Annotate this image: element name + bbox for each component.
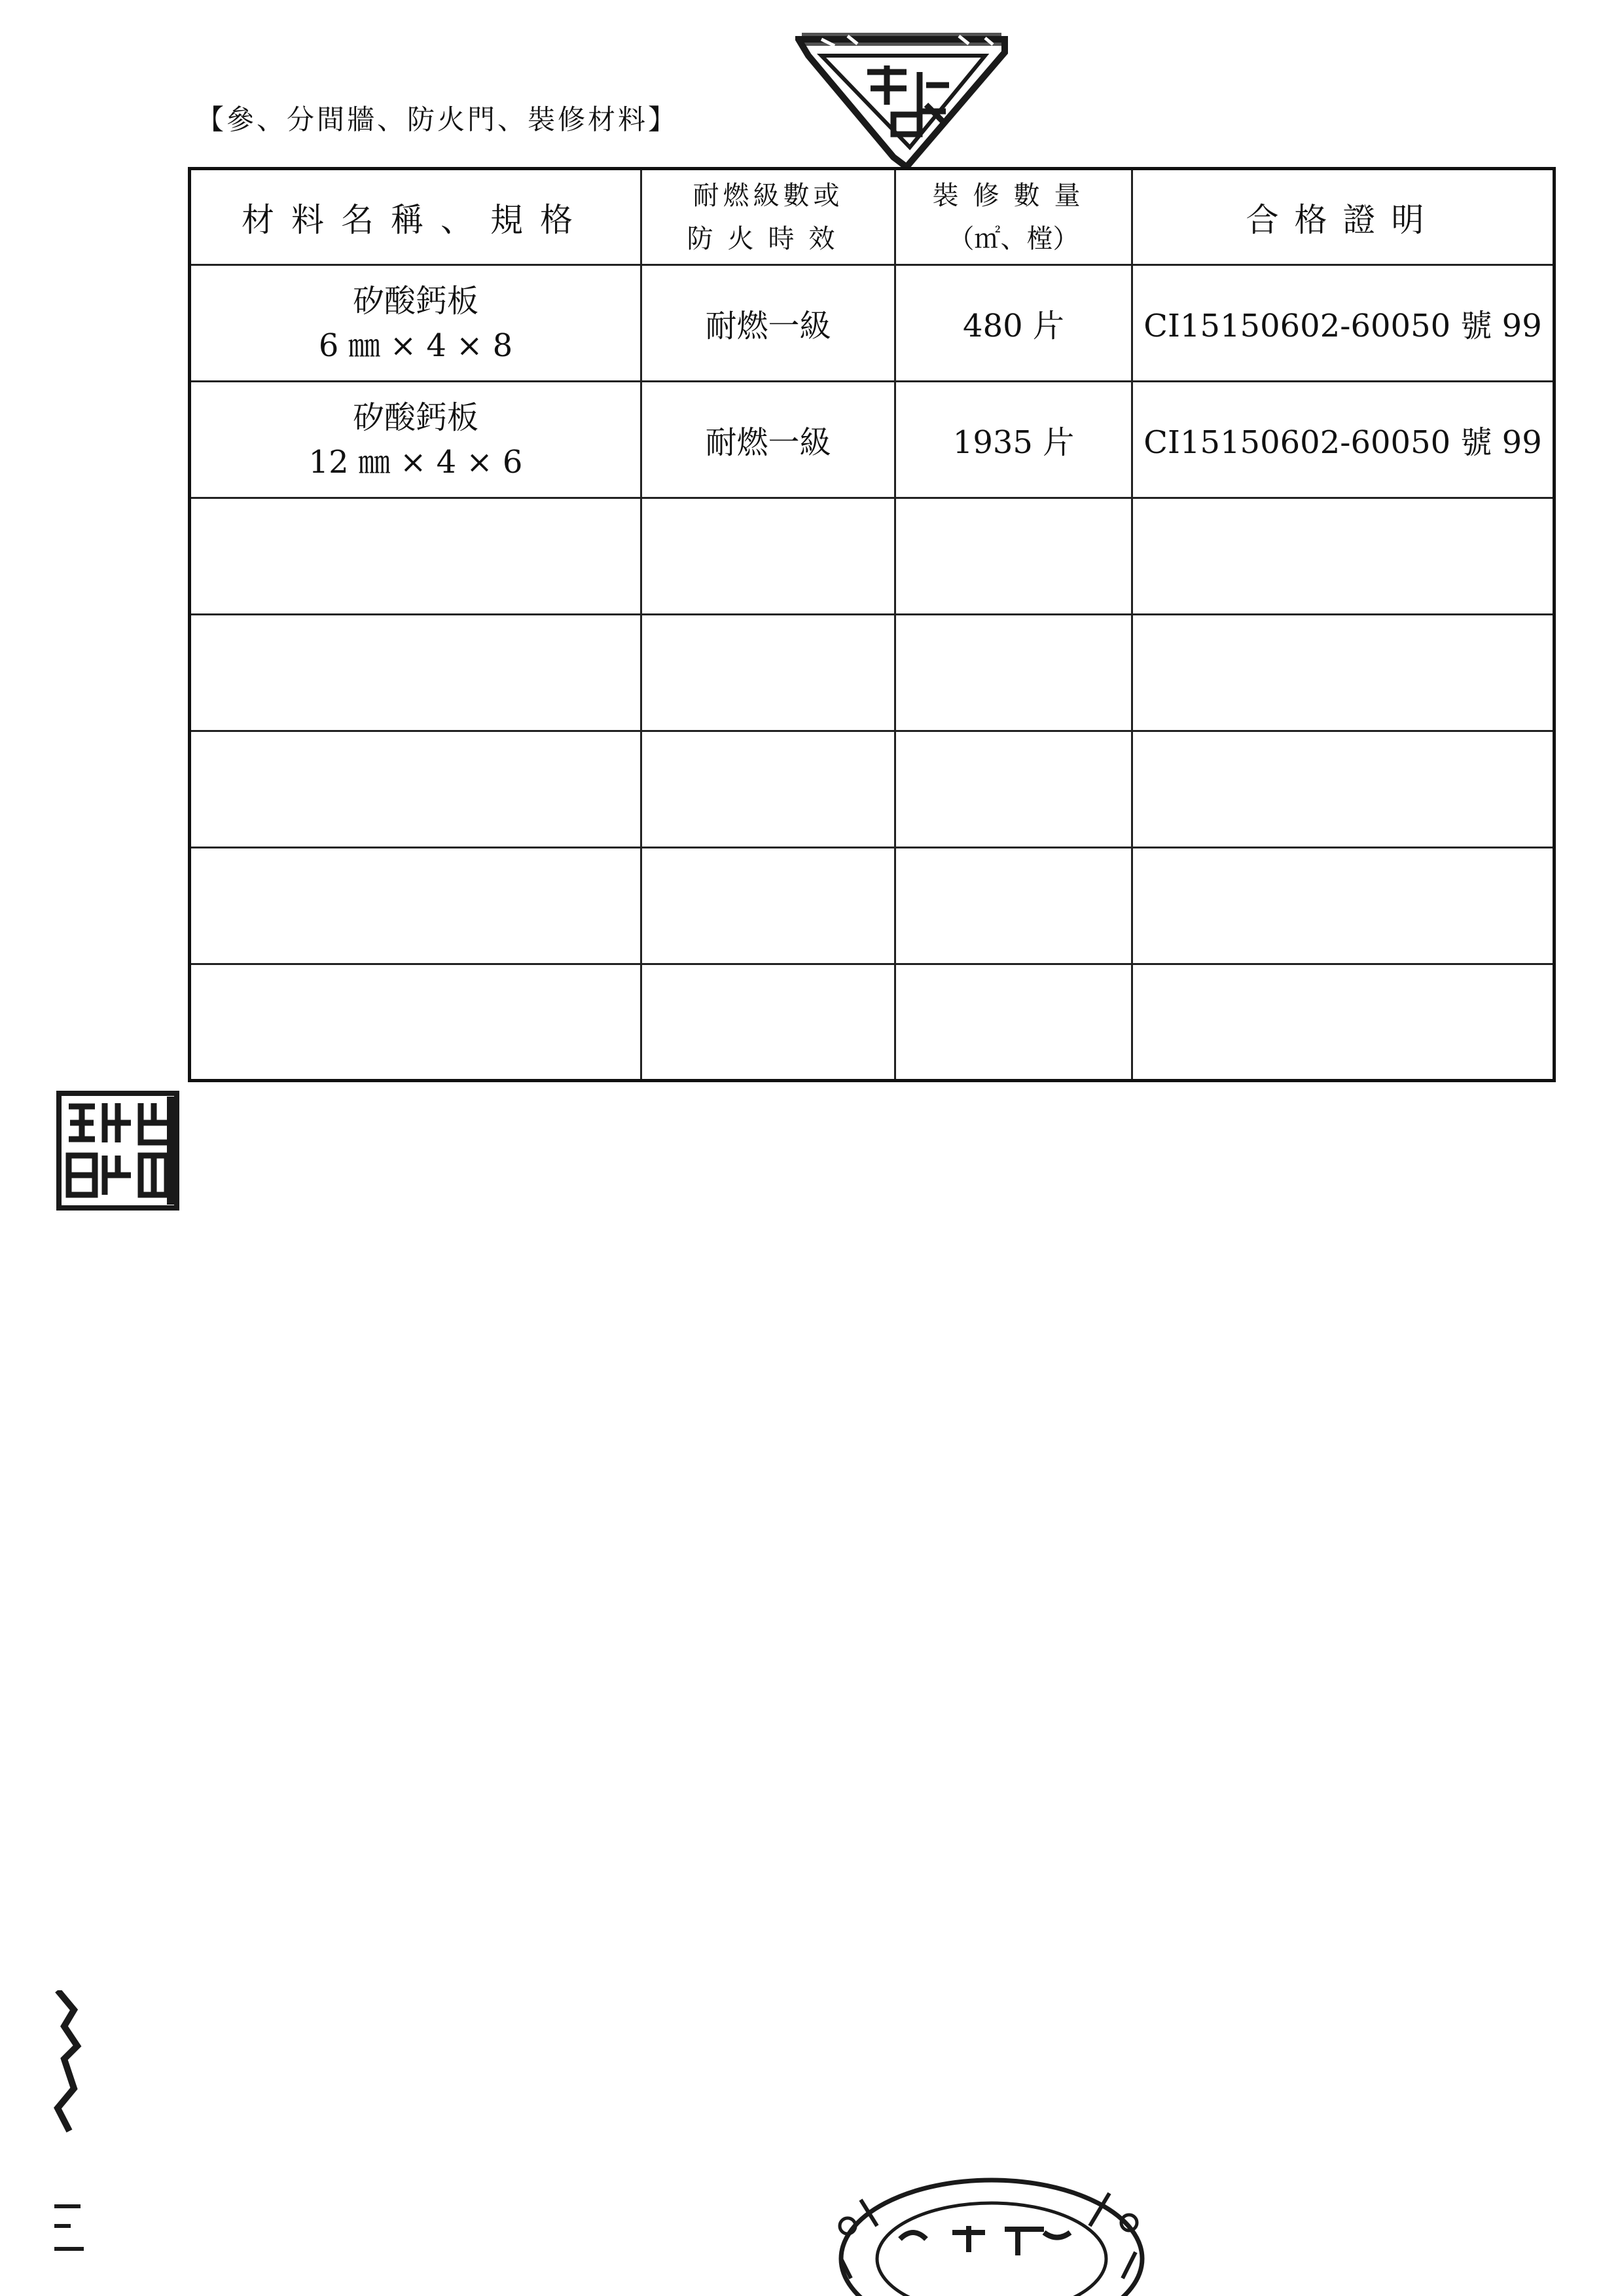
cell-material-name [190, 382, 641, 498]
cell-quantity [895, 731, 1132, 848]
header-quantity-line1: 裝修數量 [932, 180, 1095, 211]
header-fire-rating-line2: 防火時效 [687, 223, 850, 254]
cell-material-spec: 12 ㎜ × 4 × 6 [308, 443, 523, 481]
cell-material-name [190, 731, 641, 848]
cell-certificate [1132, 731, 1555, 848]
cell-material-name [190, 265, 641, 382]
cell-certificate [1132, 848, 1555, 964]
cell-certificate: CI15150602-60050 號 99 [1132, 265, 1555, 382]
table-row [190, 498, 1555, 615]
cell-fire-rating [641, 615, 895, 731]
cell-fire-rating: 耐燃一級 [641, 265, 895, 382]
cell-certificate [1132, 498, 1555, 615]
cell-fire-rating [641, 731, 895, 848]
header-quantity [895, 169, 1132, 265]
table-row [190, 382, 1555, 498]
cell-fire-rating [641, 498, 895, 615]
cell-material-name-line1: 矽酸鈣板 [352, 399, 478, 436]
cell-quantity: 1935 片 [895, 382, 1132, 498]
cell-material-name [190, 615, 641, 731]
cell-material-name [190, 848, 641, 964]
header-fire-rating-line1: 耐燃級數或 [692, 180, 844, 211]
cell-fire-rating [641, 964, 895, 1081]
scan-mark-icon [51, 1990, 90, 2265]
cell-quantity [895, 498, 1132, 615]
table-row [190, 964, 1555, 1081]
cell-quantity [895, 848, 1132, 964]
square-seal-stamp-icon [56, 1090, 180, 1211]
diamond-seal-stamp-icon [795, 26, 1011, 170]
cell-quantity: 480 片 [895, 265, 1132, 382]
cell-material-spec: 6 ㎜ × 4 × 8 [318, 327, 513, 364]
cell-material-name [190, 964, 641, 1081]
cell-certificate [1132, 615, 1555, 731]
table-row [190, 848, 1555, 964]
table-header-row [190, 169, 1555, 265]
cell-fire-rating: 耐燃一級 [641, 382, 895, 498]
cell-certificate: CI15150602-60050 號 99 [1132, 382, 1555, 498]
header-certificate: 合格證明 [1132, 169, 1555, 265]
section-title: 【參、分間牆、防火門、裝修材料】 [196, 103, 679, 136]
table-row [190, 731, 1555, 848]
cell-material-name [190, 498, 641, 615]
materials-table [188, 167, 1556, 1082]
header-fire-rating [641, 169, 895, 265]
table-row [190, 615, 1555, 731]
table-row [190, 265, 1555, 382]
cell-quantity [895, 964, 1132, 1081]
cell-quantity [895, 615, 1132, 731]
cell-material-name-line1: 矽酸鈣板 [352, 282, 478, 319]
cell-fire-rating [641, 848, 895, 964]
header-material-name: 材料名稱、規格 [190, 169, 641, 265]
header-quantity-line2: （㎡、樘） [948, 223, 1079, 254]
cell-certificate [1132, 964, 1555, 1081]
round-date-stamp-icon [821, 2160, 1162, 2296]
